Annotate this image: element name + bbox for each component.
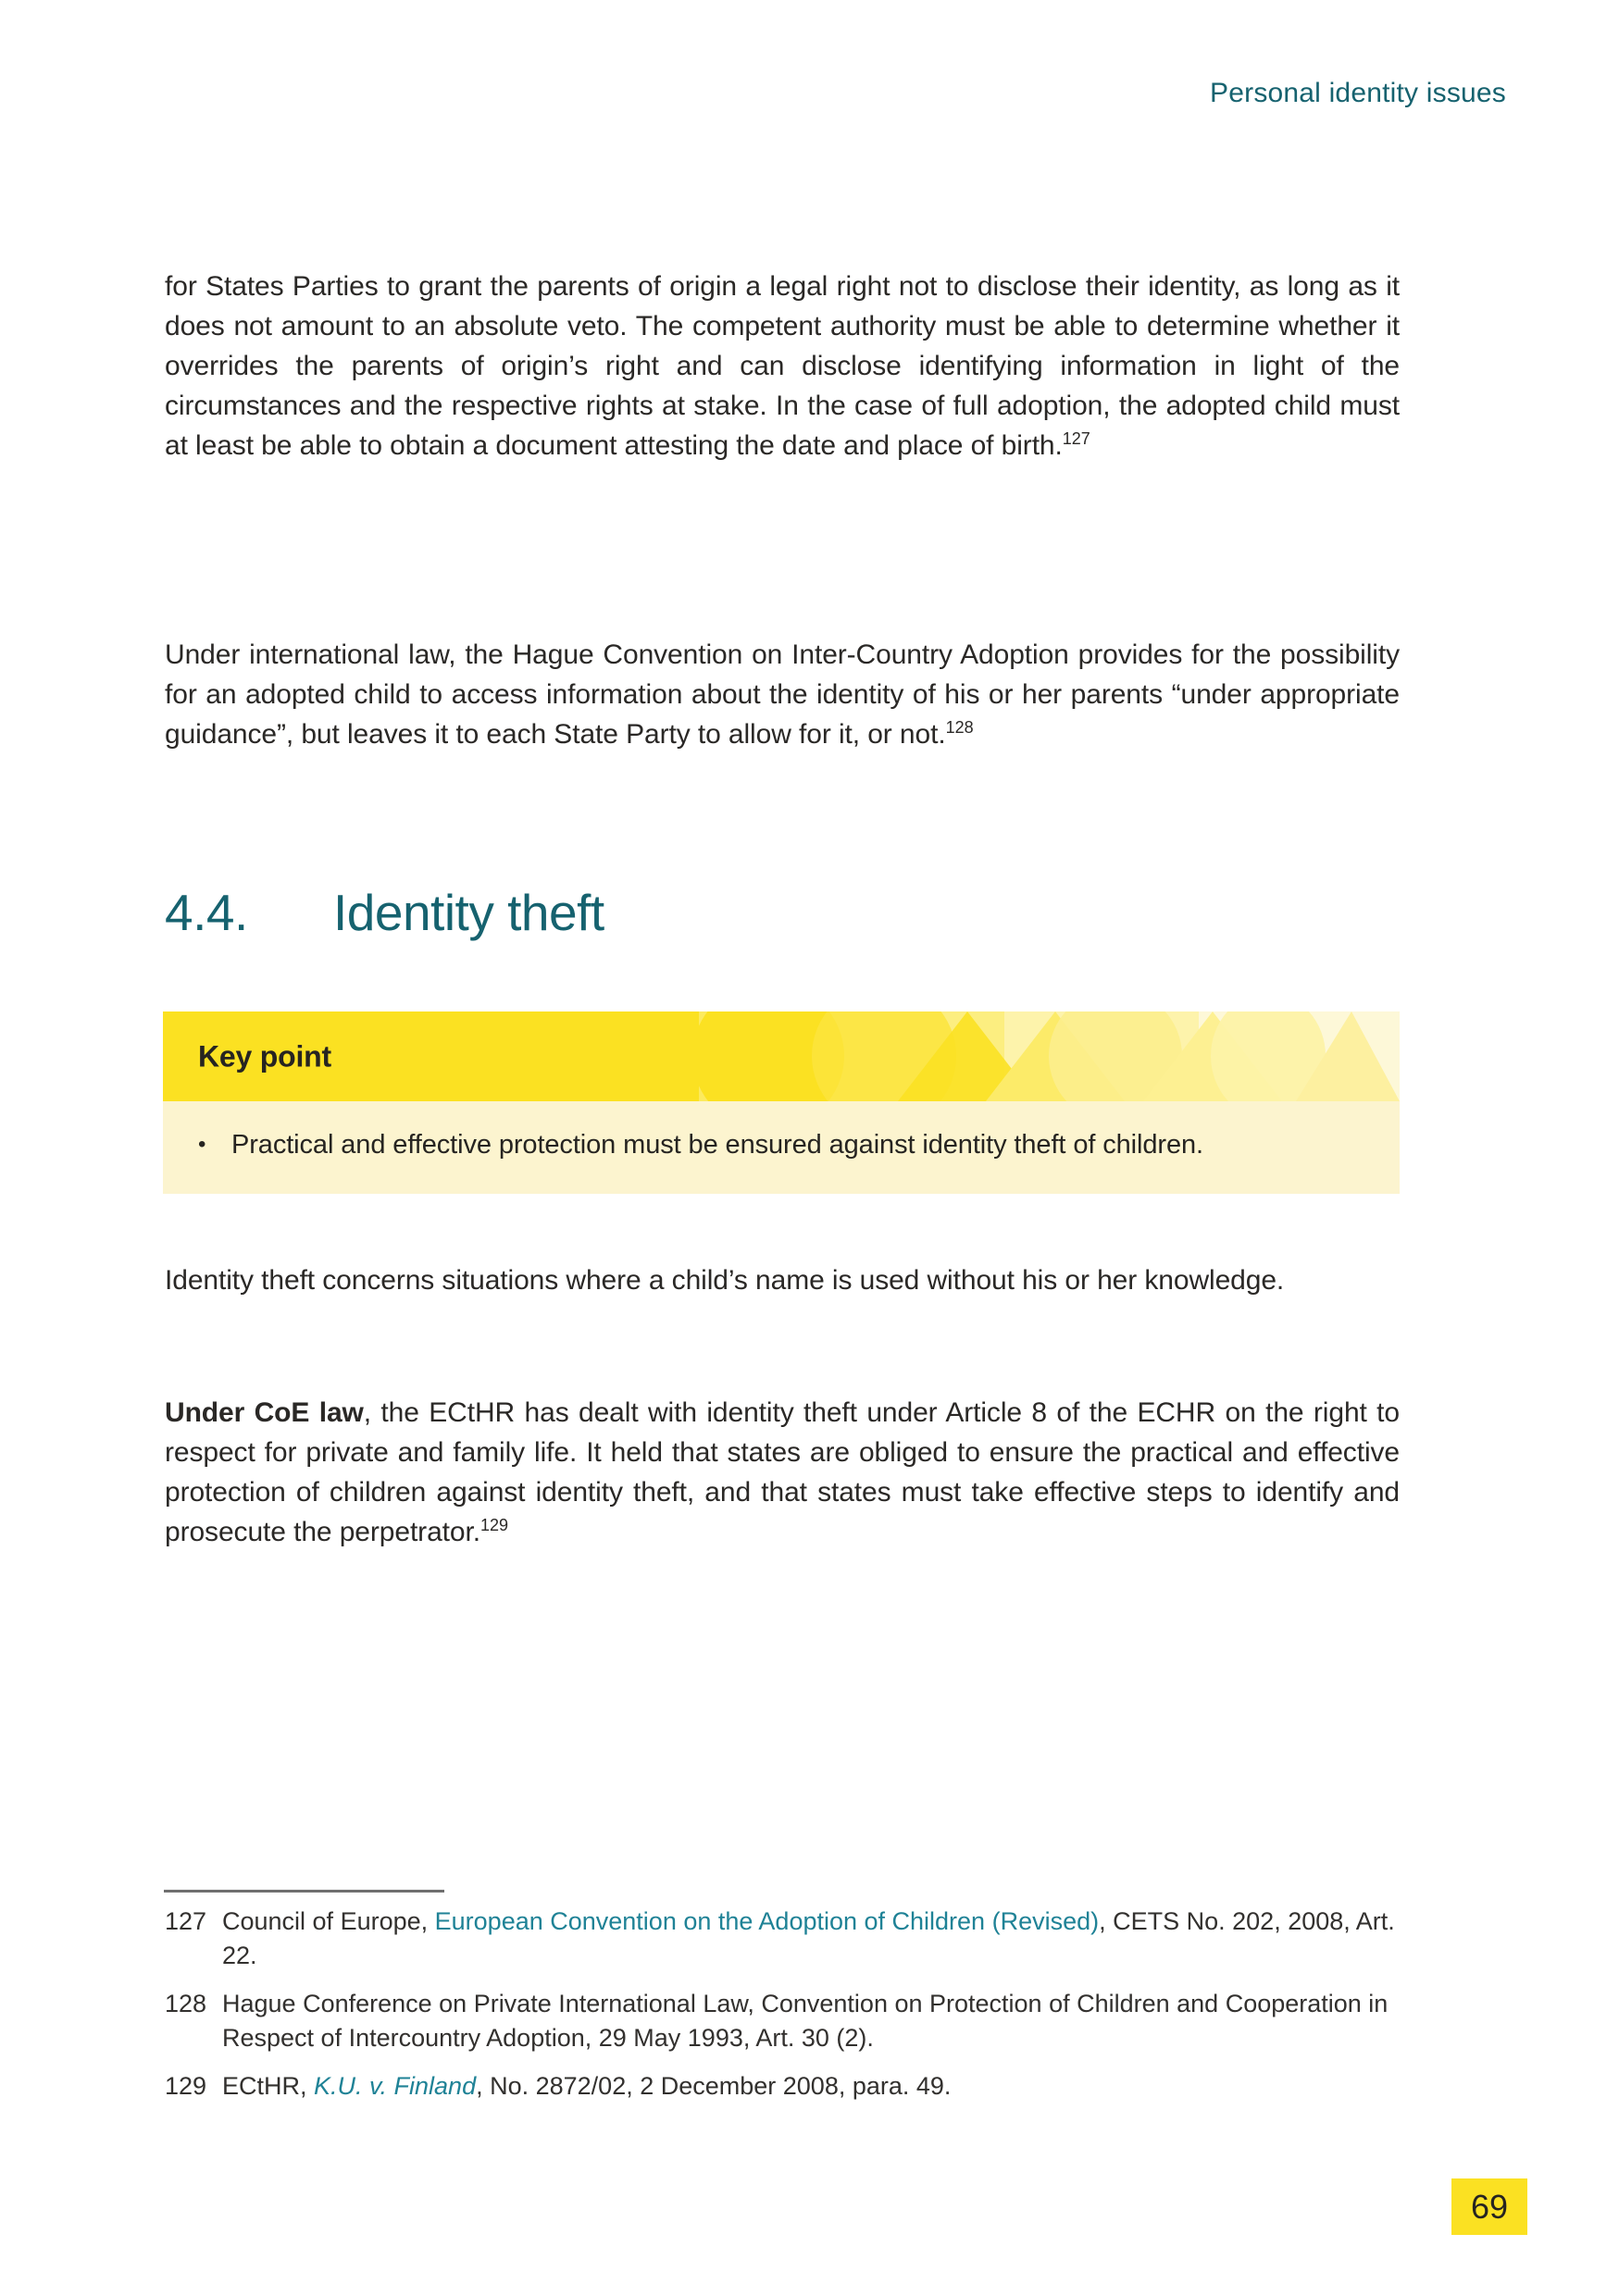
paragraph-text: Identity theft concerns situations where a child’s name is used without his or her knowledge. bbox=[165, 1265, 1285, 1296]
footnote-128 bbox=[165, 1987, 1400, 2055]
paragraph-adoption-disclosure bbox=[165, 267, 1400, 465]
footnote-text bbox=[222, 2069, 1400, 2104]
footnote-129 bbox=[165, 2069, 1400, 2104]
footnote-text bbox=[222, 1987, 1400, 2055]
circles-triangles-pattern-icon bbox=[699, 1011, 1400, 1101]
paragraph-hague-convention bbox=[165, 635, 1400, 754]
footnote-text-pre: ECtHR, bbox=[222, 2072, 315, 2100]
footnote-text bbox=[222, 1905, 1400, 1973]
page-number-badge: 69 bbox=[1451, 2178, 1527, 2235]
paragraph-identity-theft-definition bbox=[165, 1260, 1400, 1300]
footnote-number: 128 bbox=[165, 1990, 207, 2017]
paragraph-text: Under international law, the Hague Convention on Inter-Country Adoption provides for the possibility for an adopted child to access information about the identity of his or her parents “under appropriate guidance”, but leaves it to each State Party to allow for it, or not. bbox=[165, 639, 1400, 750]
running-header: Personal identity issues bbox=[1210, 78, 1506, 108]
section-heading-identity-theft bbox=[165, 882, 1400, 943]
footnote-number: 129 bbox=[165, 2072, 207, 2100]
footnote-ref-128: 128 bbox=[945, 718, 974, 737]
section-number: 4.4. bbox=[165, 884, 248, 941]
footnotes-section bbox=[165, 1905, 1400, 2117]
footnote-link-case[interactable]: K.U. v. Finland bbox=[314, 2072, 477, 2100]
footnote-number: 127 bbox=[165, 1907, 207, 1935]
key-point-title: Key point bbox=[198, 1039, 331, 1073]
paragraph-lead-bold: Under CoE law bbox=[165, 1397, 364, 1428]
key-point-header-band bbox=[163, 1011, 1400, 1101]
footnote-text-pre: Council of Europe, bbox=[222, 1907, 435, 1935]
footnote-ref-127: 127 bbox=[1062, 429, 1090, 448]
key-point-box bbox=[163, 1011, 1400, 1194]
footnote-separator bbox=[164, 1890, 444, 1893]
footnote-text-pre: Hague Conference on Private International Law, Convention on Protection of Children and Cooperation in Respect of Intercountry Adoption, 29 May 1993, Art. 30 (2). bbox=[222, 1990, 1389, 2052]
section-title: Identity theft bbox=[333, 884, 604, 941]
footnote-text-post: , No. 2872/02, 2 December 2008, para. 49. bbox=[476, 2072, 952, 2100]
bullet-icon: • bbox=[198, 1132, 206, 1157]
key-point-bullet-item bbox=[198, 1126, 1363, 1163]
paragraph-coe-law bbox=[165, 1393, 1400, 1552]
key-point-bullet-text: Practical and effective protection must be ensured against identity theft of children. bbox=[231, 1130, 1203, 1160]
footnote-text-post: , CETS No. 202, 2008, Art. 22. bbox=[222, 1907, 1395, 1969]
footnote-link-convention[interactable]: European Convention on the Adoption of Children (Revised) bbox=[434, 1907, 1100, 1935]
paragraph-text: , the ECtHR has dealt with identity theft under Article 8 of the ECHR on the right to respect for private and family life. It held that states are obliged to ensure the practical and effective protection of children against identity theft, and that states must take effective steps to identify and prosecute the perpetrator. bbox=[165, 1397, 1401, 1547]
footnote-127 bbox=[165, 1905, 1400, 1973]
key-point-body bbox=[163, 1101, 1400, 1194]
paragraph-text: for States Parties to grant the parents of origin a legal right not to disclose their identity, as long as it does not amount to an absolute veto. The competent authority must be able to determine whether it overrides the parents of origin’s right and can disclose identifying information in light of the circumstances and the respective rights at stake. In the case of full adoption, the adopted child must at least be able to obtain a document attesting the date and place of birth. bbox=[165, 271, 1400, 461]
footnote-ref-129: 129 bbox=[479, 1516, 508, 1534]
